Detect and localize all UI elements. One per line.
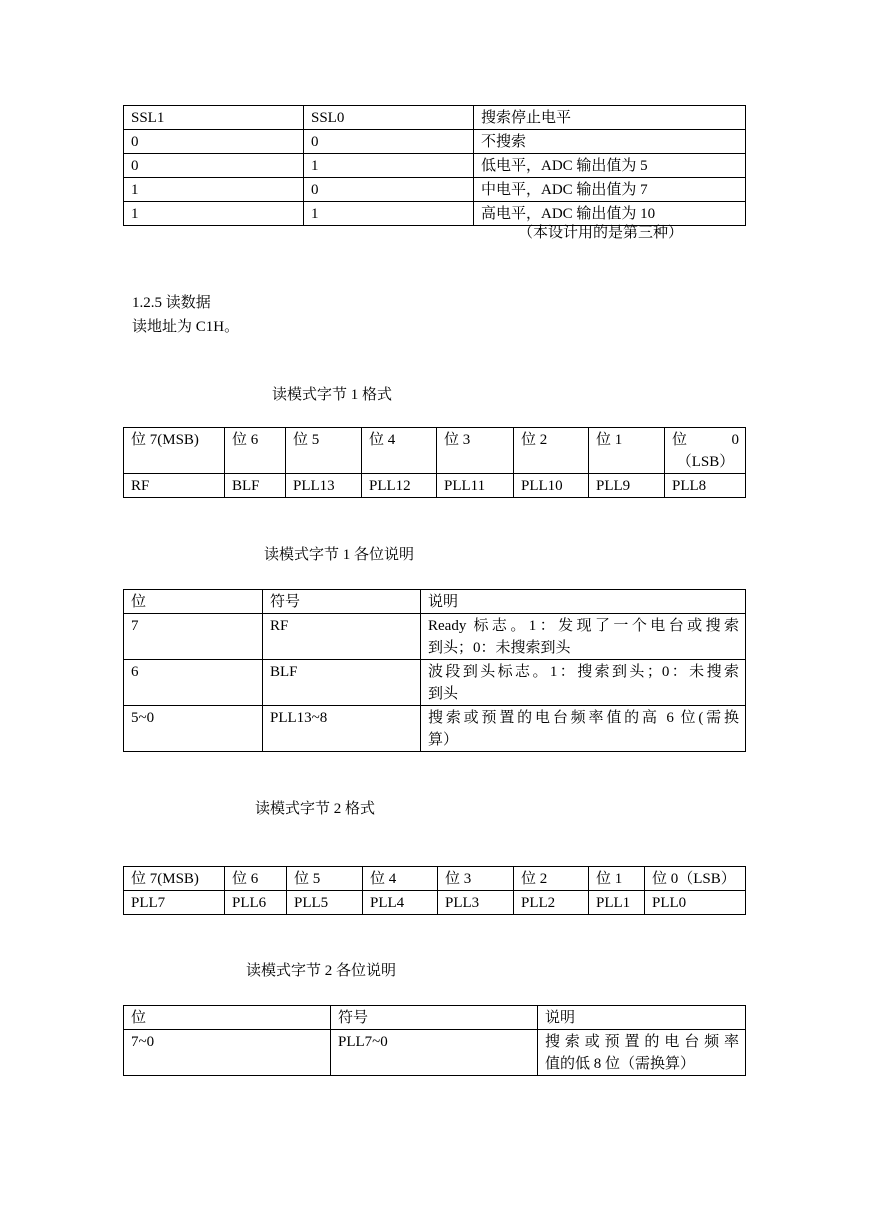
byte2-format-table <box>123 866 746 915</box>
byte1-desc-table <box>123 589 746 752</box>
bit0-label-word: 位 <box>672 432 688 448</box>
table-header-row <box>124 1006 746 1030</box>
byte2-format-title: 读模式字节 2 格式 <box>255 801 376 817</box>
table-cell: PLL1 <box>589 891 645 915</box>
table-cell: PLL0 <box>645 891 746 915</box>
table-row <box>124 660 746 706</box>
desc-line: 值的低 8 位（需换算） <box>545 1056 696 1072</box>
table-cell: 5~0 <box>124 706 263 752</box>
table-cell: 符号 <box>263 590 421 614</box>
table-cell: BLF <box>263 660 421 706</box>
table-cell: 位 2 <box>514 867 589 891</box>
table-cell: 位 7(MSB) <box>124 428 225 474</box>
table-cell: 1 <box>124 202 304 226</box>
desc-line: 搜索或预置的电台频率值的高 6 位(需换 <box>428 710 739 726</box>
table-header-row <box>124 106 746 130</box>
table-cell: 位 1 <box>589 867 645 891</box>
table-cell <box>421 614 746 660</box>
table-cell: 6 <box>124 660 263 706</box>
desc-line: 算） <box>428 732 459 748</box>
table-cell: 高电平，ADC 输出值为 10 <box>474 202 746 226</box>
table-cell: 0 <box>304 130 474 154</box>
table-row <box>124 706 746 752</box>
table-cell: 位 3 <box>438 867 514 891</box>
table-cell: 说明 <box>421 590 746 614</box>
table-cell: 位 4 <box>362 428 437 474</box>
table-cell: PLL11 <box>437 474 514 498</box>
table-cell: 位 5 <box>287 867 363 891</box>
table-cell: 1 <box>304 154 474 178</box>
table-row <box>124 614 746 660</box>
desc-line: 波段到头标志。1：搜索到头；0：未搜索 <box>428 664 739 680</box>
table-row <box>124 130 746 154</box>
table-cell: PLL7 <box>124 891 225 915</box>
table-row <box>124 154 746 178</box>
table-cell: 1 <box>124 178 304 202</box>
desc-line: 搜索或预置的电台频率 <box>545 1034 739 1050</box>
read-address-line: 读地址为 C1H。 <box>132 319 240 335</box>
table-cell: SSL1 <box>124 106 304 130</box>
byte1-format-title: 读模式字节 1 格式 <box>272 387 393 403</box>
table-row <box>124 891 746 915</box>
desc-line: 到头；0：未搜索到头 <box>428 640 571 656</box>
table-cell: PLL3 <box>438 891 514 915</box>
bit0-label-lsb: （LSB） <box>676 454 735 470</box>
table-cell: PLL13 <box>286 474 362 498</box>
table-cell: 位 0（LSB） <box>645 867 746 891</box>
table-cell: 位 <box>124 1006 331 1030</box>
table-cell: 0 <box>304 178 474 202</box>
byte2-desc-table <box>123 1005 746 1076</box>
desc-line: Ready 标志。1：发现了一个电台或搜索 <box>428 618 739 634</box>
table-cell: 位 4 <box>363 867 438 891</box>
table-cell: 位 <box>124 590 263 614</box>
table-header-row <box>124 428 746 474</box>
table-header-row <box>124 867 746 891</box>
table-cell: 搜索停止电平 <box>474 106 746 130</box>
table-row <box>124 178 746 202</box>
section-heading: 1.2.5 读数据 <box>132 295 211 311</box>
table-cell: 不搜索 <box>474 130 746 154</box>
table-cell: 7~0 <box>124 1030 331 1076</box>
ssl-table-note: （本设计用的是第三种） <box>518 225 684 241</box>
table-row <box>124 1030 746 1076</box>
table-cell: 位 2 <box>514 428 589 474</box>
byte1-format-table <box>123 427 746 498</box>
table-cell: PLL13~8 <box>263 706 421 752</box>
byte1-desc-title: 读模式字节 1 各位说明 <box>264 547 415 563</box>
table-cell <box>421 660 746 706</box>
table-cell: 位 6 <box>225 428 286 474</box>
desc-line: 到头 <box>428 686 459 702</box>
table-cell: PLL4 <box>363 891 438 915</box>
table-row <box>124 474 746 498</box>
table-cell <box>538 1030 746 1076</box>
table-cell: 位 7(MSB) <box>124 867 225 891</box>
table-cell: PLL7~0 <box>331 1030 538 1076</box>
table-cell: 中电平，ADC 输出值为 7 <box>474 178 746 202</box>
table-header-row <box>124 590 746 614</box>
table-cell: 符号 <box>331 1006 538 1030</box>
table-cell: PLL2 <box>514 891 589 915</box>
ssl-table <box>123 105 746 226</box>
table-cell: RF <box>263 614 421 660</box>
table-cell: PLL5 <box>287 891 363 915</box>
table-cell: 位 3 <box>437 428 514 474</box>
table-cell: 低电平，ADC 输出值为 5 <box>474 154 746 178</box>
table-cell: 7 <box>124 614 263 660</box>
table-cell: 位 6 <box>225 867 287 891</box>
table-cell: PLL8 <box>665 474 746 498</box>
table-cell: PLL6 <box>225 891 287 915</box>
table-cell: 0 <box>124 154 304 178</box>
table-cell: RF <box>124 474 225 498</box>
table-cell: PLL12 <box>362 474 437 498</box>
bit0-label <box>672 429 739 451</box>
table-cell: 0 <box>124 130 304 154</box>
table-cell: 位 5 <box>286 428 362 474</box>
byte2-desc-title: 读模式字节 2 各位说明 <box>246 963 397 979</box>
table-cell: PLL10 <box>514 474 589 498</box>
table-cell: 说明 <box>538 1006 746 1030</box>
table-cell: SSL0 <box>304 106 474 130</box>
table-cell <box>665 428 746 474</box>
table-cell <box>421 706 746 752</box>
table-cell: PLL9 <box>589 474 665 498</box>
table-cell: BLF <box>225 474 286 498</box>
table-cell: 1 <box>304 202 474 226</box>
bit0-label-number: 0 <box>731 432 739 448</box>
table-cell: 位 1 <box>589 428 665 474</box>
